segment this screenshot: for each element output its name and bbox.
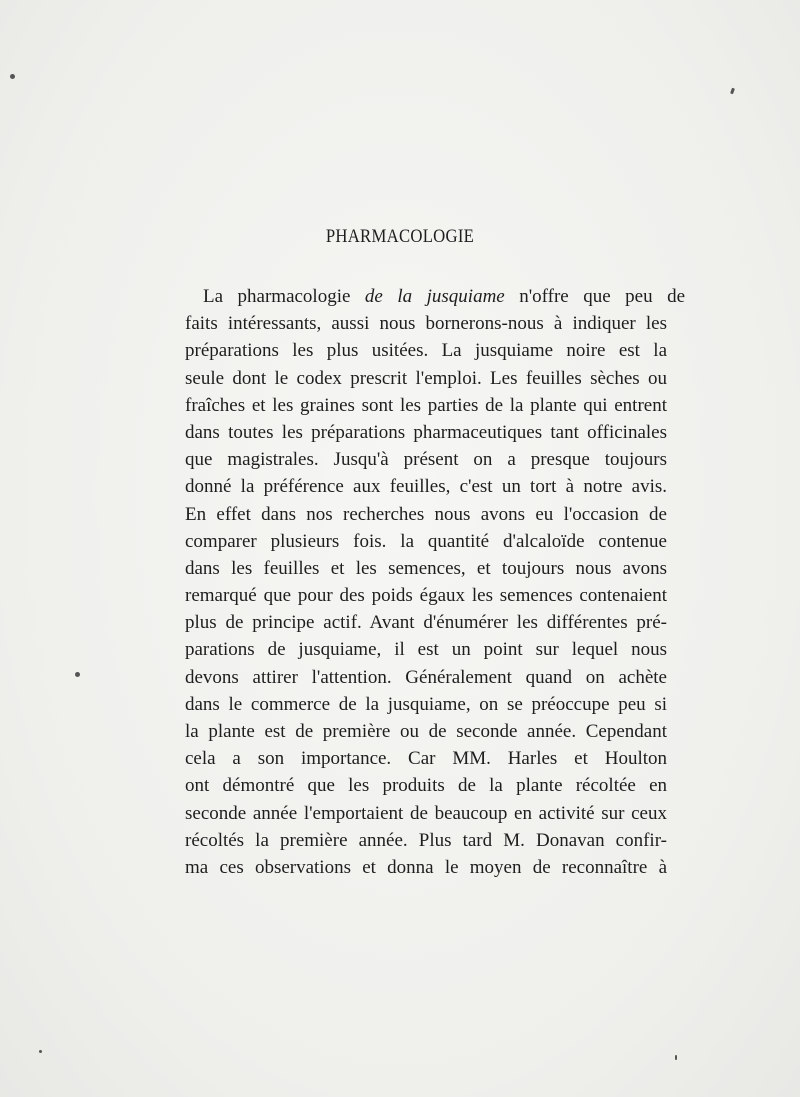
body-paragraph bbox=[185, 283, 685, 881]
text-line-1 bbox=[185, 283, 685, 310]
scan-speck bbox=[10, 74, 15, 79]
text-line-9: En effet dans nos recherches nous avons eu l'occasion de bbox=[185, 503, 667, 525]
text-line-12: remarqué que pour des poids égaux les semences contenaient bbox=[185, 585, 667, 607]
text-line-6: dans toutes les préparations pharmaceutiques tant officinales bbox=[185, 421, 667, 443]
text-line-10: comparer plusieurs fois. la quantité d'alcaloïde contenue bbox=[185, 530, 667, 552]
text-line-2: faits intéressants, aussi nous bornerons-nous à indiquer les bbox=[185, 313, 667, 335]
text-line-22: ma ces observations et donna le moyen de reconnaître à bbox=[185, 856, 667, 878]
text-line-3: préparations les plus usitées. La jusquiame noire est la bbox=[185, 340, 667, 362]
scan-speck bbox=[75, 672, 80, 677]
page-title: PHARMACOLOGIE bbox=[325, 226, 475, 247]
line-1-italic: de la jusquiame bbox=[364, 286, 505, 307]
text-line-13: plus de principe actif. Avant d'énumérer les différentes pré- bbox=[185, 612, 667, 634]
text-line-7: que magistrales. Jusqu'à présent on a presque toujours bbox=[185, 449, 667, 471]
text-line-8: donné la préférence aux feuilles, c'est un tort à notre avis. bbox=[185, 476, 667, 498]
text-line-17: la plante est de première ou de seconde année. Cependant bbox=[185, 721, 667, 742]
text-line-4: seule dont le codex prescrit l'emploi. Les feuilles sèches ou bbox=[185, 367, 667, 389]
text-line-16: dans le commerce de la jusquiame, on se préoccupe peu si bbox=[185, 693, 667, 715]
line-1-pre: La pharmacologie bbox=[203, 286, 365, 307]
text-line-19: ont démontré que les produits de la plante récoltée en bbox=[185, 775, 667, 797]
scan-speck bbox=[730, 88, 735, 95]
text-line-14: parations de jusquiame, il est un point sur lequel nous bbox=[185, 639, 667, 661]
text-line-5: fraîches et les graines sont les parties de la plante qui entrent bbox=[185, 394, 667, 416]
scan-speck bbox=[675, 1055, 677, 1060]
text-line-11: dans les feuilles et les semences, et toujours nous avons bbox=[185, 557, 667, 579]
line-1-post: n'offre que peu de bbox=[504, 286, 685, 307]
text-line-18: cela a son importance. Car MM. Harles et Houlton bbox=[185, 748, 667, 770]
text-line-15: devons attirer l'attention. Généralement quand on achète bbox=[185, 666, 667, 688]
scan-speck bbox=[39, 1050, 42, 1053]
text-line-20: seconde année l'emportaient de beaucoup en activité sur ceux bbox=[185, 802, 667, 824]
text-line-21: récoltés la première année. Plus tard M. Donavan confir- bbox=[185, 829, 667, 851]
